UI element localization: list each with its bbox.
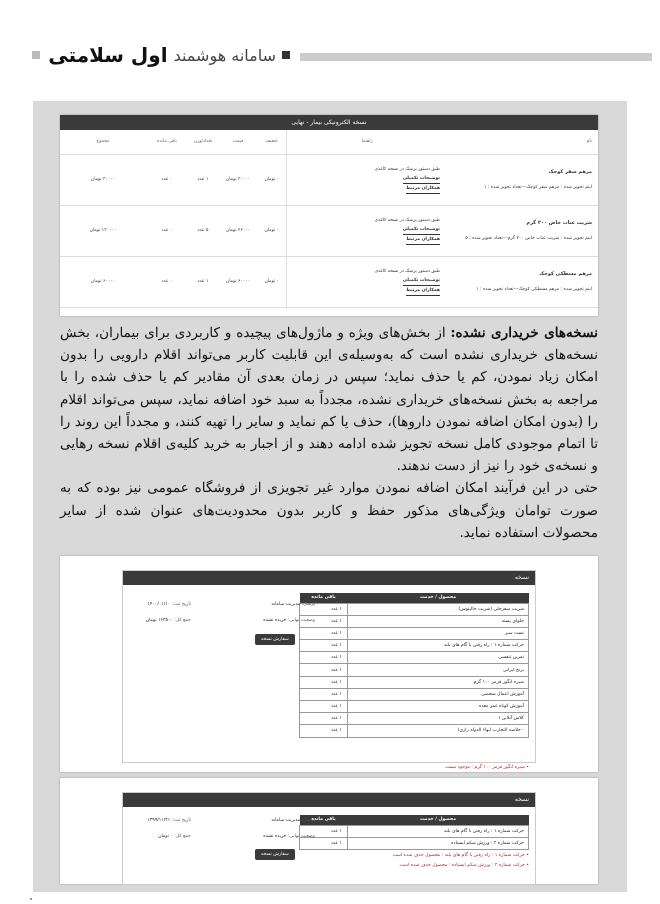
cell-name [448, 154, 598, 205]
table-row [300, 627, 529, 639]
table-row [300, 676, 529, 688]
item-name: کلاس آنلاین ۱ [348, 713, 529, 725]
col-product: محصول / خدمت [348, 815, 529, 825]
date-label: تاریخ ثبت: [171, 602, 191, 607]
table-row [300, 615, 529, 627]
paragraph-2: حتی در این فرآیند امکان اضافه نمودن موارد غیر تجویزی از فروشگاه عمومی نیز بوده که به صورت توامان ویژگی‌های مذکور حفظ و کاربر بدون محدودیت‌های عنوان شده از سایر محصولات استفاده نماید. [60, 480, 598, 541]
extra-link[interactable]: توضیحات تکمیلی [403, 174, 440, 184]
cell-remain: ۰ عدد [146, 154, 188, 205]
item-name: حرکت شماره ۲ : ورزش شکم ایستاده [348, 837, 529, 849]
deleted-note-2: • حرکت شماره ۲ : ورزش شکم ایستاده : محصول حذف شده است [399, 863, 529, 868]
cell-count: ۱ عدد [188, 154, 218, 205]
partners-link[interactable]: همکاران مرتبط [406, 286, 440, 296]
item-name: آموزش کوتاه غمز معده [348, 701, 529, 713]
date-info [131, 597, 191, 629]
col-total: مجموع [60, 130, 146, 154]
order-button[interactable]: سفارش نسخه [255, 634, 295, 645]
partners-link[interactable]: همکاران مرتبط [406, 235, 440, 245]
guide-text: طبق دستور پزشک در نسخه کاغذی [374, 167, 440, 172]
cell-price: ۳۰۰۰۰ تومان [218, 154, 258, 205]
date-label: تاریخ ثبت: [171, 818, 191, 823]
col-remain: باقی مانده [300, 815, 348, 825]
item-name: - خلاصه التجارب ابهاء الدوله رازی) [348, 725, 529, 737]
cell-total: ۳۰۰۰۰ تومان [60, 154, 146, 205]
paragraph-1-text: از بخش‌های ویژه و ماژول‌های پیچیده و کاربردی برای بیماران، بخش نسخه‌های خریداری نشده است که به‌وسیله‌ی این قابلیت کاربر می‌تواند اقلام دارویی را بدون امکان زیاد نمودن، کم یا حذف نماید؛ سپس در زمان بعدی آن مقادیر کم یا حذف شده را با مراجعه به بخش نسخه‌های خریداری نشده، مجدداً به سبد خود اضافه نماید، سپس می‌تواند اقلام را (بدون امکان اضافه نمودن داروها)، حذف یا کم نماید و سایر را تهیه کنند، و مجدداً این روند را تا اتمام موجودی کامل نسخه تجویز شده ادامه دهند و از اجبار به خرید کلیه‌ی اقلام نسخه رهایی و نسخه‌ی خود را نیز از دست ندهند. [60, 325, 598, 475]
guide-text: طبق دستور پزشک در نسخه کاغذی [374, 218, 440, 223]
table-row [300, 825, 529, 837]
item-name: تمرین تنفسی [348, 652, 529, 664]
brand-title: اول سلامتی [48, 43, 168, 67]
header-square-icon [282, 51, 290, 59]
date-value: ۱۴۰۰/۰۱/۱۰ [147, 602, 171, 607]
table-row [300, 603, 529, 615]
cell-count: ۱ عدد [188, 256, 218, 307]
page-header [20, 43, 652, 71]
doctor-info [243, 597, 315, 629]
item-name: حرکت شماره ۱ : راه رفتن با گام های بلند [348, 825, 529, 837]
prescription-table [60, 130, 598, 308]
brand-subtitle: سامانه هوشمند [173, 45, 276, 65]
status-label: وضعیت نهایی: [287, 834, 315, 839]
cell-total: ۶۰۰۰۰ تومان [60, 256, 146, 307]
cell-guide [286, 256, 448, 307]
item-remain: ۱ عدد [300, 725, 348, 737]
item-remain: ۱ عدد [300, 825, 348, 837]
header-band [300, 53, 652, 61]
item-detail: ایتم تجویز شده : مرهم سفر کوچک---تعداد تجویز شده : ۱ [483, 185, 592, 190]
cell-total: ۱۳۰۰۰۰ تومان [60, 205, 146, 256]
item-name: برنج ایرانی [348, 664, 529, 676]
total-label: جمع کل: [174, 618, 191, 623]
cell-discount: ۰ تومان [258, 256, 286, 307]
table-row [60, 205, 598, 256]
doctor-value: مدیریت سامانه [271, 602, 301, 607]
total-label: جمع کل: [174, 834, 191, 839]
item-name: مرهم سفر کوچک [548, 169, 592, 175]
extra-link[interactable]: توضیحات تکمیلی [403, 225, 440, 235]
cell-guide [286, 205, 448, 256]
item-name: شیره انگور قرمز ۱۰۰ گرم [348, 676, 529, 688]
prescription-deleted-screenshot [60, 778, 598, 884]
table-row [300, 640, 529, 652]
total-value: ۰ تومان [158, 834, 173, 839]
cell-price: ۶۰۰۰۰ تومان [218, 256, 258, 307]
col-remain: باقی مانده [300, 593, 348, 603]
cell-discount: ۰ تومان [258, 205, 286, 256]
date-info [131, 813, 191, 845]
doctor-value: مدیریت سامانه [271, 818, 301, 823]
order-button[interactable]: سفارش نسخه [255, 849, 295, 860]
item-remain: ۱ عدد [300, 676, 348, 688]
item-remain: ۱ عدد [300, 664, 348, 676]
item-remain: ۱ عدد [300, 603, 348, 615]
extra-link[interactable]: توضیحات تکمیلی [403, 276, 440, 286]
items-table [299, 815, 529, 850]
cell-price: ۲۶۰۰۰ تومان [218, 205, 258, 256]
partners-link[interactable]: همکاران مرتبط [406, 184, 440, 194]
item-name: شربت عناب خاص ۲۰۰ گرم [526, 220, 592, 226]
doctor-label: پزشک: [301, 818, 315, 823]
date-value: ۱۳۹۹/۱۱/۲۱ [147, 818, 171, 823]
table-row [300, 688, 529, 700]
table-row [60, 256, 598, 307]
item-name: حلوای پسته [348, 615, 529, 627]
total-value: ۱۶۳۵۰۰ تومان [145, 618, 173, 623]
item-remain: ۱ عدد [300, 627, 348, 639]
col-price: قیمت [218, 130, 258, 154]
status-value: خریده نشده [263, 618, 287, 623]
status-label: وضعیت نهایی: [287, 618, 315, 623]
item-remain: ۱ عدد [300, 652, 348, 664]
stock-note: • شیره انگور قرمز ۱۰۰ گرم : موجود نیست [445, 765, 529, 770]
prescription-list-screenshot [60, 556, 598, 772]
item-remain: ۱ عدد [300, 837, 348, 849]
table-row [60, 154, 598, 205]
cell-remain: ۰ عدد [146, 205, 188, 256]
brand [32, 43, 290, 67]
prescription-box [122, 792, 536, 885]
cell-name [448, 205, 598, 256]
paragraph-1 [60, 322, 598, 477]
item-name: مرهم مسطکی کوچک [539, 271, 592, 277]
col-guide: راهنما [286, 130, 448, 154]
prescription-box-title: نسخه [123, 571, 535, 585]
table-row [300, 725, 529, 737]
item-remain: ۱ عدد [300, 701, 348, 713]
doctor-label: پزشک: [301, 602, 315, 607]
item-remain: ۱ عدد [300, 713, 348, 725]
item-detail: ایتم تجویز شده : شربت عناب خاص ۲۰۰ گرم---تعداد تجویز شده : ۵ [465, 236, 592, 241]
table-row [300, 701, 529, 713]
prescription-title: نسخه الکترونیکی بیمار - نهایی [60, 115, 598, 130]
table-row [300, 652, 529, 664]
doctor-info [243, 813, 315, 845]
cell-name [448, 256, 598, 307]
prescription-box-title: نسخه [123, 793, 535, 807]
item-detail: ایتم تجویز شده : مرهم مسطکی کوچک---تعداد تجویز شده : ۱ [476, 287, 592, 292]
item-name: تست سیر [348, 627, 529, 639]
col-count: تعداد/وزن [188, 130, 218, 154]
item-name: آموزش اعمال شخصی [348, 688, 529, 700]
page-mark [30, 898, 32, 900]
status-value: خریده نشده [263, 834, 287, 839]
deleted-note-1: • حرکت شماره ۱ : راه رفتن با گام های بلند : محصول حذف شده است [392, 853, 529, 858]
guide-text: طبق دستور پزشک در نسخه کاغذی [374, 269, 440, 274]
col-name: نام [448, 130, 598, 154]
paragraph-1-heading: نسخه‌های خریداری نشده: [450, 325, 598, 341]
table-row [300, 837, 529, 849]
prescription-screenshot [60, 115, 598, 316]
article-body [60, 322, 598, 544]
prescription-box [122, 570, 536, 770]
item-remain: ۱ عدد [300, 615, 348, 627]
cell-guide [286, 154, 448, 205]
item-remain: ۱ عدد [300, 640, 348, 652]
cell-count: ۵ عدد [188, 205, 218, 256]
col-remain: باقی مانده [146, 130, 188, 154]
col-product: محصول / خدمت [348, 593, 529, 603]
item-name: حرکت شماره ۱ : راه رفتن با گام های بلند [348, 640, 529, 652]
items-table [299, 593, 529, 738]
item-remain: ۱ عدد [300, 688, 348, 700]
header-square-light-icon [32, 51, 40, 59]
item-name: شربت سفرجلی (شربت جالینوس) [348, 603, 529, 615]
cell-remain: ۰ عدد [146, 256, 188, 307]
cell-discount: ۰ تومان [258, 154, 286, 205]
table-row [300, 664, 529, 676]
col-discount: تخفیف [258, 130, 286, 154]
table-row [300, 713, 529, 725]
